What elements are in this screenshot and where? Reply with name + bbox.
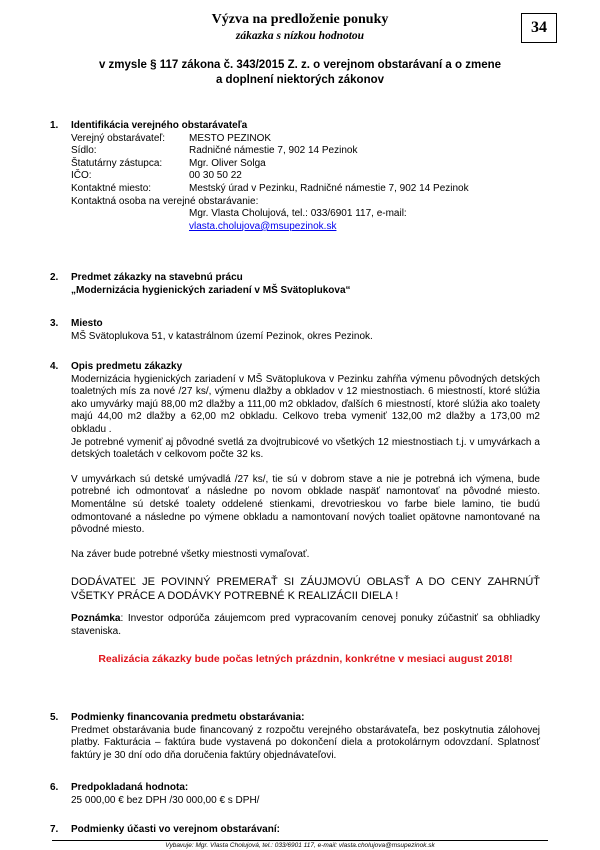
contact-person-label: Kontaktná osoba na verejné obstarávanie: <box>71 195 259 207</box>
law-reference <box>0 58 600 88</box>
section-heading: Predmet zákazky na stavebnú prácu <box>71 272 243 283</box>
note-text: : Investor odporúča záujemcom pred vypracovaním cenovej ponuky zúčastniť sa obhliadky staveniska. <box>71 613 540 637</box>
section-number: 3. <box>50 318 59 329</box>
info-row-statutar <box>71 158 540 171</box>
section-heading: Podmienky účasti vo verejnom obstarávaní: <box>71 824 280 835</box>
info-label: Verejný obstarávateľ: <box>71 132 166 144</box>
page-number-box: 34 <box>521 13 557 43</box>
info-value: 00 30 50 22 <box>189 170 242 182</box>
section-number: 4. <box>50 361 59 372</box>
section-2 <box>50 272 540 297</box>
info-value: Radničné námestie 7, 902 14 Pezinok <box>189 145 358 157</box>
contact-email-link[interactable]: vlasta.cholujova@msupezinok.sk <box>189 220 337 232</box>
info-label: Štatutárny zástupca: <box>71 157 163 169</box>
info-value: Mestský úrad v Pezinku, Radničné námestie 7, 902 14 Pezinok <box>189 182 469 194</box>
supplier-obligation: DODÁVATEĽ JE POVINNÝ PREMERAŤ SI ZÁUJMOVÚ OBLASŤ A DO CENY ZAHRNÚŤ VŠETKY PRÁCE A DODÁVKY POTREBNÉ K REALIZÁCII DIELA ! <box>71 576 540 603</box>
contract-name: „Modernizácia hygienických zariadení v MŠ Svätoplukova“ <box>71 284 351 296</box>
section-1 <box>50 120 540 233</box>
financing-text: Predmet obstarávania bude financovaný z rozpočtu verejného obstarávateľa, bez poskytnutia zálohovej platby. Fakturácia – faktúra bude vystavená po dokončení diela a protokolárnym odovzdaní. Splatnosť faktúry je 30 dní odo dňa doručenia faktúry objednávateľovi. <box>71 724 540 761</box>
estimated-value: 25 000,00 € bez DPH /30 000,00 € s DPH/ <box>71 794 260 806</box>
footer-divider <box>52 840 548 841</box>
contact-person-value: Mgr. Vlasta Cholujová, tel.: 033/6901 117, e-mail: <box>189 208 407 220</box>
section-heading: Identifikácia verejného obstarávateľa <box>71 120 248 131</box>
info-row-kontakt <box>71 183 540 196</box>
info-value: MESTO PEZINOK <box>189 132 272 144</box>
section-number: 6. <box>50 782 59 793</box>
section-heading: Predpokladaná hodnota: <box>71 782 189 793</box>
note-label: Poznámka <box>71 613 121 625</box>
section-number: 2. <box>50 272 59 283</box>
section-number: 5. <box>50 712 59 723</box>
section-number: 7. <box>50 824 59 835</box>
section-7 <box>50 824 540 837</box>
description-paragraph-3: V umyvárkach sú detské umývadlá /27 ks/, tie sú v dobrom stave a nie je potrebná ich výmena, bude potrebné ich odmontovať a následne po novom obklade naspäť namontovať na pôvodné miesto. Momentálne sú detské toalety oddelené stienkami, drevotrieskou vo farbe biele lamino, tie budú odmontované a následne po výmene obkladu a namontovaní nových toaliet opätovne namontované na pôvodné miesto. <box>71 473 540 536</box>
section-number: 1. <box>50 120 59 131</box>
info-row-sidlo <box>71 145 540 158</box>
section-6 <box>50 782 540 807</box>
realization-notice: Realizácia zákazky bude počas letných prázdnin, konkrétne v mesiaci august 2018! <box>98 652 513 665</box>
description-paragraph-2: Je potrebné vymeniť aj pôvodné svetlá za dvojtrubicové vo všetkých 12 miestnostiach t.j. v umyvárkach a detských toaletách v celkovom počte 32 ks. <box>71 436 540 461</box>
description-paragraph-4: Na záver bude potrebné všetky miestnosti vymaľovať. <box>71 548 310 560</box>
note <box>71 613 540 638</box>
section-3 <box>50 318 540 343</box>
page-footer: Vybavuje: Mgr. Vlasta Cholujová, tel.: 033/6901 117, e-mail: vlasta.cholujova@msupezinok.sk <box>165 842 435 849</box>
section-4 <box>50 361 540 665</box>
info-label: Sídlo: <box>71 145 97 157</box>
section-heading: Miesto <box>71 318 103 329</box>
law-line-2: a doplnení niektorých zákonov <box>215 74 385 86</box>
info-value: Mgr. Oliver Solga <box>189 157 266 169</box>
section-5 <box>50 712 540 762</box>
law-line-1: v zmysle § 117 zákona č. 343/2015 Z. z. o verejnom obstarávaní a o zmene <box>98 59 502 71</box>
section-heading: Opis predmetu zákazky <box>71 361 183 372</box>
location-text: MŠ Svätoplukova 51, v katastrálnom území Pezinok, okres Pezinok. <box>71 330 373 342</box>
info-label: IČO: <box>71 170 92 182</box>
info-row-obstaravatel <box>71 133 540 146</box>
section-heading: Podmienky financovania predmetu obstarávania: <box>71 712 305 723</box>
info-row-ico <box>71 170 540 183</box>
info-label: Kontaktné miesto: <box>71 182 152 194</box>
description-paragraph-1: Modernizácia hygienických zariadení v MŠ Svätoplukova v Pezinku zahŕňa výmenu pôvodných detských toaletných mís za nové /27 ks/, výmenu dlažby a obkladov v 12 miestnostiach. 6 miestností, ktoré slúžia ako umyvárky majú 88,00 m2 dlažby a 111,00 m2 obkladov, ďalších 6 miestností, ktoré slúžia ako toalety majú 44,00 m2 dlažby a 62,00 m2 obkladu. Celkovo treba vymeniť 132,00 m2 dlažby a 173,00 m2 obkladu . <box>71 373 540 435</box>
document-subtitle: zákazka s nízkou hodnotou <box>235 30 365 42</box>
document-title: Výzva na predloženie ponuky <box>211 12 389 27</box>
